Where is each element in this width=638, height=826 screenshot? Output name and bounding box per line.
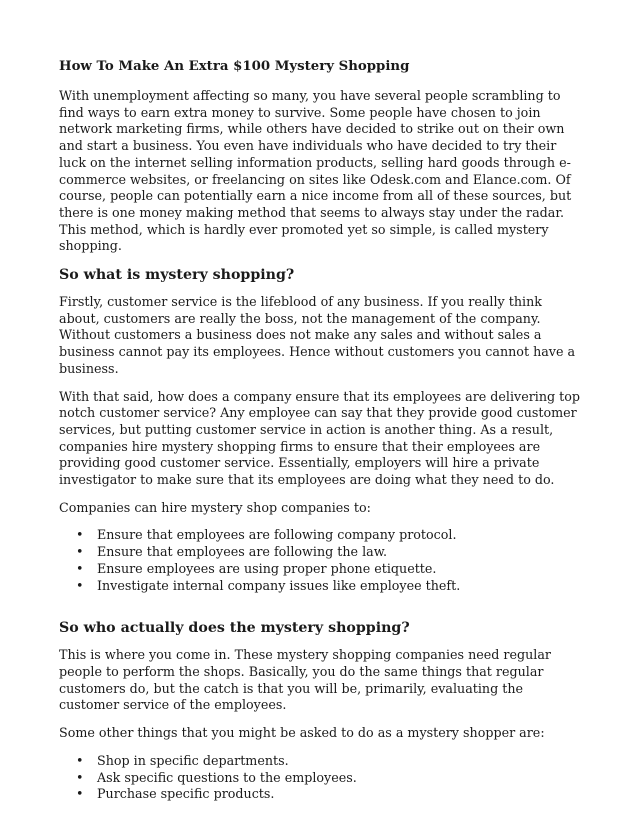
bullet-icon: • xyxy=(76,786,84,802)
section-heading-what-is: So what is mystery shopping? xyxy=(59,267,295,284)
bullet-icon: • xyxy=(76,577,84,593)
section1-paragraph-2: With that said, how does a company ensure that its employees are delivering top notch customer service? Any employee can say that they provide good customer services, but putting customer service in action is another thing. As a result, companies hire mystery shopping firms to ensure that their employees are providing good customer service. Essentially, employers will hire a private investigator to make sure that its employees are doing what they need to do. xyxy=(59,388,581,488)
list-item-text: Ensure employees are using proper phone etiquette. xyxy=(97,560,437,576)
bullet-icon: • xyxy=(76,769,84,785)
section1-bullet-list xyxy=(59,527,584,594)
list-item xyxy=(59,753,584,770)
document-title: How To Make An Extra $100 Mystery Shopping xyxy=(59,59,410,74)
list-item-text: Shop in specific departments. xyxy=(97,752,289,768)
list-item xyxy=(59,544,584,561)
bullet-icon: • xyxy=(76,752,84,768)
section-heading-who-does: So who actually does the mystery shopping? xyxy=(59,620,410,637)
list-item xyxy=(59,561,584,578)
list-item-text: Ask specific questions to the employees. xyxy=(97,769,357,785)
list-item-text: Ensure that employees are following the law. xyxy=(97,544,388,560)
bullet-icon: • xyxy=(76,560,84,576)
list-item xyxy=(59,770,584,787)
bullet-icon: • xyxy=(76,527,84,543)
list-item-text: Purchase specific products. xyxy=(97,786,275,802)
section2-bullet-list xyxy=(59,753,584,803)
list-item xyxy=(59,786,584,803)
list-item-text: Investigate internal company issues like employee theft. xyxy=(97,577,461,593)
list-item xyxy=(59,527,584,544)
section1-paragraph-1: Firstly, customer service is the lifeblood of any business. If you really think about, customers are really the boss, not the management of the company. Without customers a business does not make any sales and without sales a business cannot pay its employees. Hence without customers you cannot have a business. xyxy=(59,294,576,376)
intro-paragraph: With unemployment affecting so many, you have several people scrambling to find ways to earn extra money to survive. Some people have chosen to join network marketing firms, while others have decided to strike out on their own and start a business. You even have individuals who have decided to try their luck on the internet selling information products, selling hard goods through e-commerce websites, or freelancing on sites like Odesk.com and Elance.com. Of course, people can potentially earn a nice income from all of these sources, but there is one money making method that seems to always stay under the radar. This method, which is hardly ever promoted yet so simple, is called mystery shopping. xyxy=(59,88,572,254)
bullet-icon: • xyxy=(76,544,84,560)
list-item-text: Ensure that employees are following company protocol. xyxy=(97,527,457,543)
section-spacer xyxy=(59,606,584,619)
list-item xyxy=(59,578,584,595)
section1-paragraph-3: Companies can hire mystery shop companies to: xyxy=(59,499,371,515)
section2-paragraph-2: Some other things that you might be asked to do as a mystery shopper are: xyxy=(59,725,545,741)
document-page xyxy=(59,58,584,815)
section2-paragraph-1: This is where you come in. These mystery shopping companies need regular people to perform the shops. Basically, you do the same things that regular customers do, but the catch is that you will be, primarily, evaluating the customer service of the employees. xyxy=(59,647,551,713)
